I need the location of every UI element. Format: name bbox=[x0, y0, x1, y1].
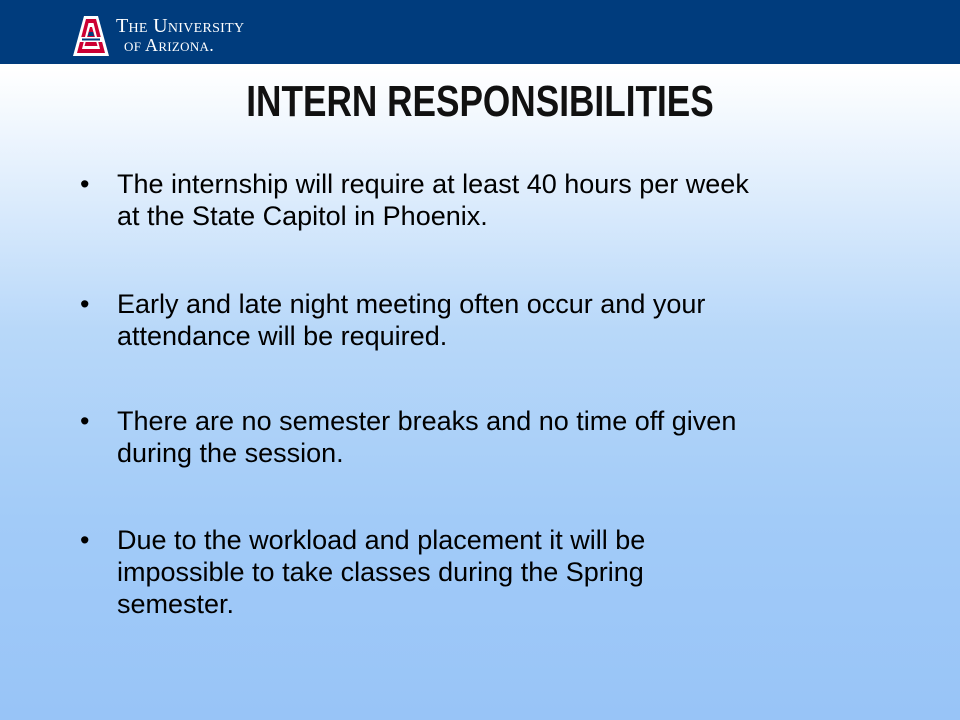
wordmark-line1: The University bbox=[116, 15, 245, 37]
bullet-text: The internship will require at least 40 hours per week at the State Capitol in Phoenix. bbox=[117, 169, 749, 231]
bullet-dot-icon: • bbox=[80, 525, 90, 555]
bullet-dot-icon: • bbox=[80, 289, 90, 319]
bullet-text: Due to the workload and placement it will be impossible to take classes during the Spring semester. bbox=[117, 525, 646, 619]
bullet-text: Early and late night meeting often occur and your attendance will be required. bbox=[117, 289, 706, 351]
bullet-text: There are no semester breaks and no time off given during the session. bbox=[117, 406, 737, 468]
bullet-dot-icon: • bbox=[80, 406, 90, 436]
bullet-dot-icon: • bbox=[80, 169, 90, 199]
slide-title: INTERN RESPONSIBILITIES bbox=[246, 77, 714, 126]
wordmark-line2: of Arizona. bbox=[124, 35, 215, 55]
